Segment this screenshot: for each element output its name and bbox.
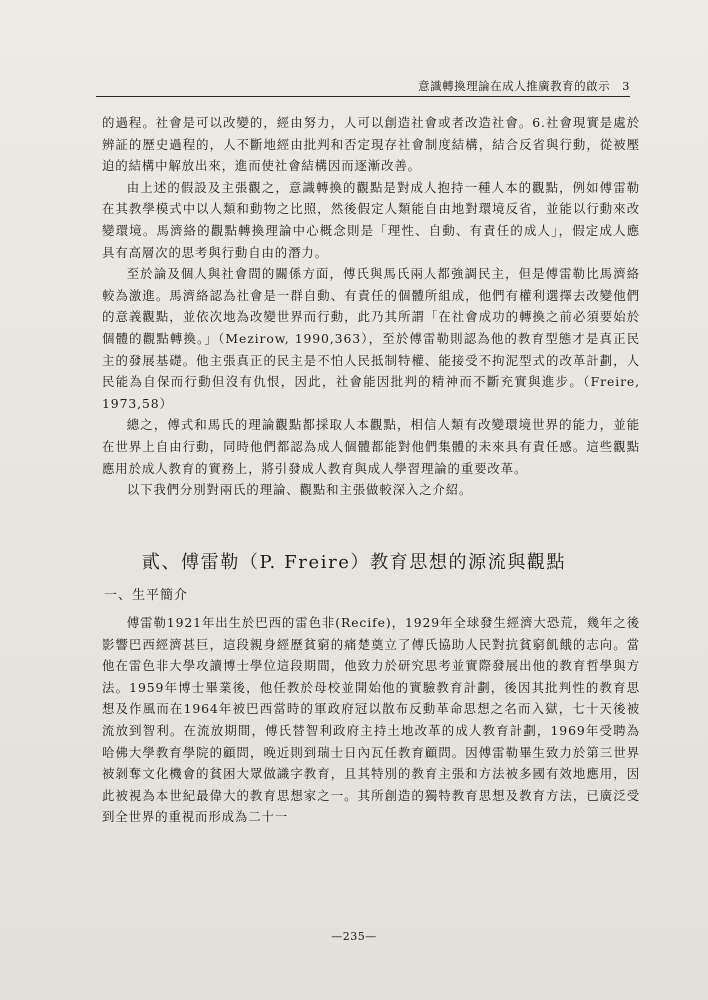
paragraph: 傅雷勒1921年出生於巴西的雷色非(Recife)，1929年全球發生經濟大恐荒，幾年之後影響巴西經濟甚巨，這段親身經歷貧窮的痛楚奠立了傅氏協助人民對抗貧窮飢餓的志向。當他在雷色非大學攻讀博士學位這段期間，他致力於研究思考並實際發展出他的教育哲學與方法。1959年博士畢業後，他任教於母校並開始他的實驗教育計劃，後因其批判性的教育思想及作風而在1964年被巴西當時的軍政府冠以散布反動革命思想之名而入獄，七十天後被流放到智利。在流放期間，傅氏替智利政府主持土地改革的成人教育計劃，1969年受聘為哈佛大學教育學院的顧問，晚近則到瑞士日內瓦任教育顧問。因傅雷勒畢生致力於第三世界被剝奪文化機會的貧困大眾做識字教育，且其特別的教育主張和方法被多國有效地應用，因此被視為本世紀最偉大的教育思想家之一。其所創造的獨特教育思想及教育方法，已廣泛受到全世界的重視而形成為二十一 xyxy=(102,615,640,825)
paragraph: 總之，傅式和馬氏的理論觀點都採取人本觀點，相信人類有改變環境世界的能力，並能在世界上自由行動，同時他們都認為成人個體都能對他們集體的未來具有責任感。這些觀點應用於成人教育的實務上，將引發成人教育與成人學習理論的重要改革。 xyxy=(102,417,640,476)
paragraph: 由上述的假設及主張觀之，意識轉換的觀點是對成人抱持一種人本的觀點，例如傅雷勒在其教學模式中以人類和動物之比照，然後假定人類能自由地對環境反省，並能以行動來改變環境。馬濟絡的觀點轉換理論中心概念則是「理性、自動、有責任的成人」，假定成人應具有高層次的思考與行動自由的潛力。 xyxy=(102,179,640,260)
body-text-top xyxy=(102,112,640,501)
section-heading: 貳、傅雷勒（P. Freire）教育思想的源流與觀點 xyxy=(141,552,567,573)
running-header xyxy=(96,78,630,97)
paragraph: 以下我們分別對兩氏的理論、觀點和主張做較深入之介紹。 xyxy=(126,482,473,498)
paragraph: 的過程。社會是可以改變的，經由努力，人可以創造社會或者改造社會。6.社會現實是處於辨証的歷史過程的，人不斷地經由批判和否定現存社會制度結構，結合反省與行動，從被壓迫的結構中解放出來，進而使社會結構因而逐漸改善。 xyxy=(102,115,640,174)
header-title: 意識轉換理論在成人推廣教育的啟示 3 xyxy=(418,79,630,93)
page-number: —235— xyxy=(331,930,377,943)
sub-heading: 一、生平簡介 xyxy=(104,588,189,603)
body-text-bottom xyxy=(102,612,640,828)
paragraph: 至於論及個人與社會間的關係方面，傅氏與馬氏兩人都強調民主，但是傅雷勒比馬濟絡較為激進。馬濟絡認為社會是一群自動、有責任的個體所組成，他們有權利選擇去改變他們的意義觀點，並依次地為改變世界而行動，此乃其所謂「在社會成功的轉換之前必須要始於個體的觀點轉換。」（Mezirow, 1990,363），至於傅雷勒則認為他的教育型態才是真正民主的發展基礎。他主張真正的民主是不怕人民抵制特權、能接受不拘泥型式的改革計劃，人民能為自保而行動但沒有仇恨，因此，社會能因批判的精神而不斷充實與進步。（Freire, 1973,58） xyxy=(102,266,640,411)
